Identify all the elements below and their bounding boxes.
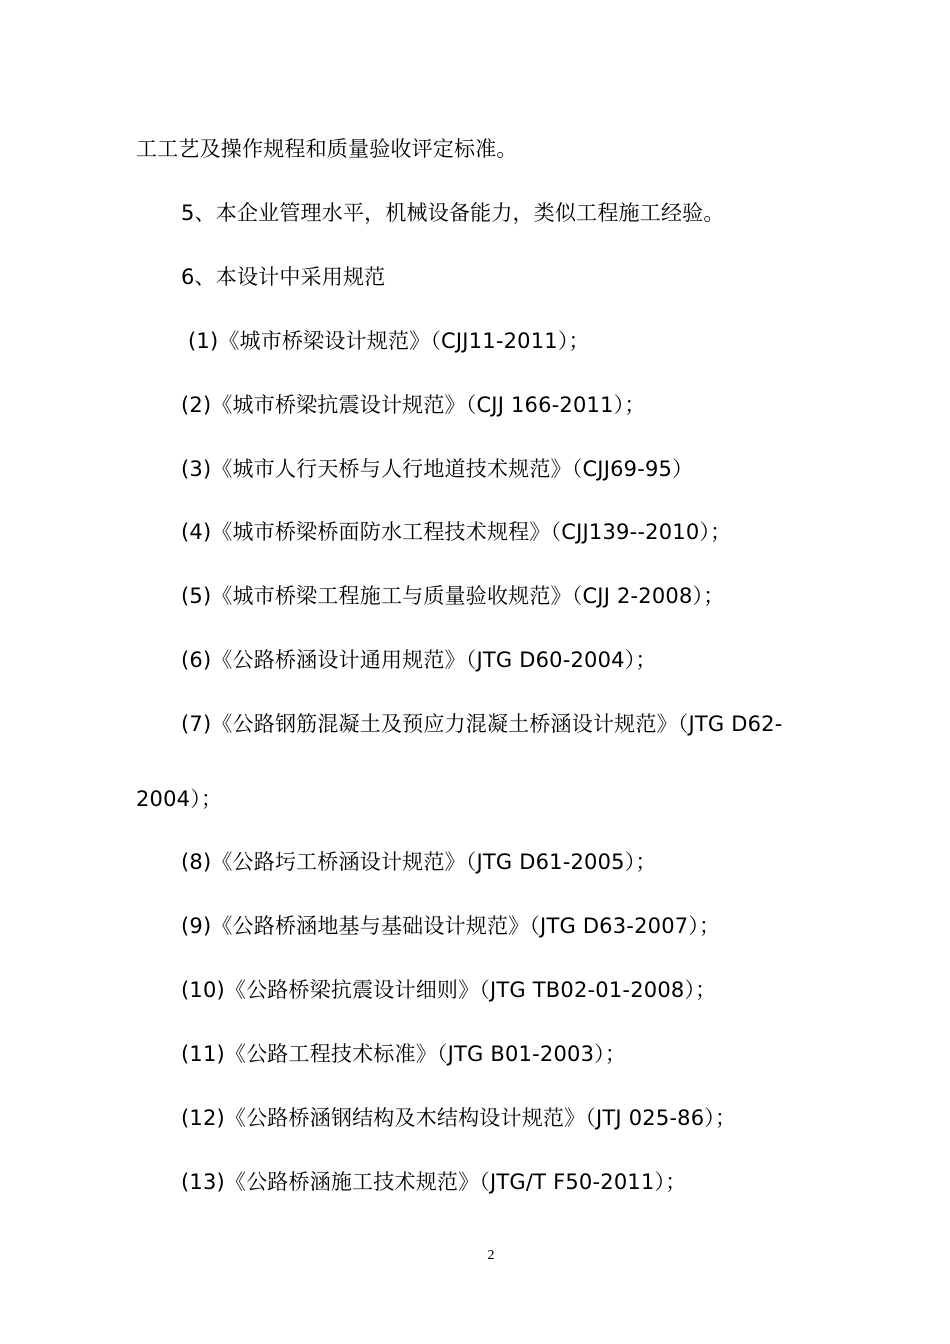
standard-item-12: (12)《公路桥涵钢结构及木结构设计规范》（JTJ 025-86）；: [181, 1106, 737, 1130]
page-number: 2: [487, 1248, 495, 1263]
text-line-item-6: 6、本设计中采用规范: [181, 265, 386, 289]
standard-item-10: (10)《公路桥梁抗震设计细则》（JTG TB02-01-2008）；: [181, 978, 717, 1002]
standard-item-7-continuation: 2004）；: [136, 787, 223, 811]
standard-item-6: (6)《公路桥涵设计通用规范》（JTG D60-2004）；: [181, 648, 657, 672]
standard-item-13: (13)《公路桥涵施工技术规范》（JTG/T F50-2011）；: [181, 1170, 687, 1194]
standard-item-1: (1)《城市桥梁设计规范》（CJJ11-2011）；: [188, 329, 590, 353]
standard-item-4: (4)《城市桥梁桥面防水工程技术规程》（CJJ139--2010）；: [181, 520, 732, 544]
standard-item-5: (5)《城市桥梁工程施工与质量验收规范》（CJJ 2-2008）；: [181, 584, 725, 608]
text-line-item-5: 5、本企业管理水平，机械设备能力，类似工程施工经验。: [181, 201, 725, 225]
standard-item-9: (9)《公路桥涵地基与基础设计规范》（JTG D63-2007）；: [181, 914, 721, 938]
standard-item-11: (11)《公路工程技术标准》（JTG B01-2003）；: [181, 1042, 627, 1066]
standard-item-2: (2)《城市桥梁抗震设计规范》（CJJ 166-2011）；: [181, 393, 646, 417]
standard-item-3: (3)《城市人行天桥与人行地道技术规范》（CJJ69-95）: [181, 457, 694, 481]
standard-item-8: (8)《公路圬工桥涵设计规范》（JTG D61-2005）；: [181, 850, 657, 874]
standard-item-7: (7)《公路钢筋混凝土及预应力混凝土桥涵设计规范》（JTG D62-: [181, 712, 783, 736]
text-line-continuation: 工工艺及操作规程和质量验收评定标准。: [136, 137, 518, 161]
